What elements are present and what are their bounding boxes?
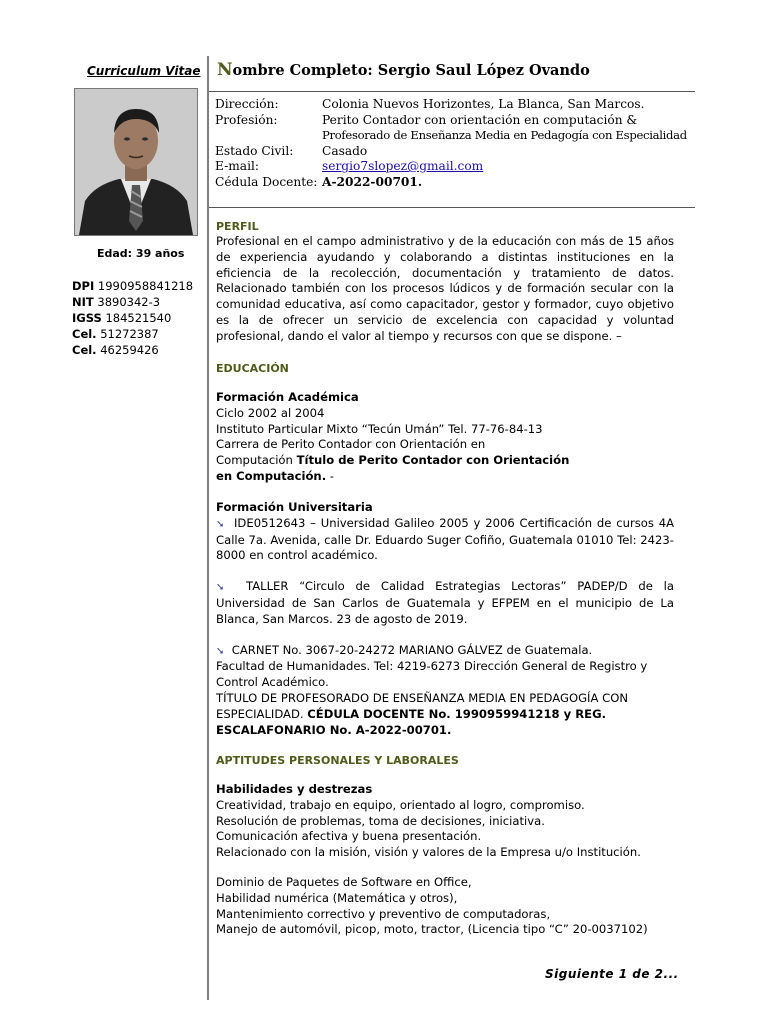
university-item: ➘ IDE0512643 – Universidad Galileo 2005 y 2006 Certificación de cursos 4A Calle 7a. Avenida, calle Dr. Eduardo Suger Cofiño, Guatemala 01010 Tel: 2423-8000 en control académico. <box>216 515 675 563</box>
academic-line: Carrera de Perito Contador con Orientación en <box>216 437 486 452</box>
academic-line: en Computación. - <box>216 468 334 483</box>
profile-heading: PERFIL <box>216 220 259 233</box>
academic-title: Formación Académica <box>216 390 359 404</box>
header-rule-bottom <box>209 207 695 208</box>
cedula-label: Cédula Docente: <box>215 174 318 189</box>
skill-line: Resolución de problemas, toma de decisiones, iniciativa. <box>216 813 545 828</box>
id-igss: IGSS 184521540 <box>72 311 172 325</box>
university-line: Facultad de Humanidades. Tel: 4219-6273 Dirección General de Registro y Control Académico. <box>216 659 648 690</box>
academic-line: Ciclo 2002 al 2004 <box>216 405 325 420</box>
address-label: Dirección: <box>215 97 279 111</box>
skills-heading: APTITUDES PERSONALES Y LABORALES <box>216 754 459 767</box>
id-cel-1: Cel. 51272387 <box>72 327 159 341</box>
cv-title: Curriculum Vitae <box>87 64 201 78</box>
academic-block <box>216 390 674 485</box>
civil-status-label: Estado Civil: <box>215 143 294 158</box>
skill-line: Dominio de Paquetes de Software en Office, <box>216 874 472 889</box>
profession-label: Profesión: <box>215 112 278 127</box>
email-label: E-mail: <box>215 159 259 173</box>
university-block <box>216 500 674 738</box>
address-value: Colonia Nuevos Horizontes, La Blanca, San Marcos. <box>322 97 645 111</box>
academic-line: Instituto Particular Mixto “Tecún Umán” Tel. 77-76-84-13 <box>216 421 543 436</box>
civil-status-value: Casado <box>322 143 368 158</box>
page-footer: Siguiente 1 de 2... <box>545 967 679 981</box>
full-name: Nombre Completo: Sergio Saul López Ovando <box>217 60 590 80</box>
profession-line-1: Perito Contador con orientación en computación & <box>322 112 638 127</box>
skill-line: Relacionado con la misión, visión y valores de la Empresa u/o Institución. <box>216 845 641 860</box>
header-rule-top <box>209 91 695 92</box>
university-line: TÍTULO DE PROFESORADO DE ENSEÑANZA MEDIA EN PEDAGOGÍA CON ESPECIALIDAD. CÉDULA DOCENTE No. 1990959941218 y REG. ESCALAFONARIO No. A-2022-00701. <box>216 690 628 737</box>
academic-line: Computación Título de Perito Contador con Orientación <box>216 453 570 468</box>
university-item: ➘ TALLER “Circulo de Calidad Estrategias Lectoras” PADEP/D de la Universidad de San Carlos de Guatemala y EFPEM en el municipio de La Blanca, San Marcos. 23 de agosto de 2019. <box>216 579 674 626</box>
skill-line: Comunicación afectiva y buena presentación. <box>216 829 482 844</box>
university-item: ➘ CARNET No. 3067-20-24272 MARIANO GÁLVEZ de Guatemala. <box>216 642 593 657</box>
skill-line: Mantenimiento correctivo y preventivo de computadoras, <box>216 906 551 921</box>
university-title: Formación Universitaria <box>216 500 373 514</box>
person-photo-icon <box>75 89 197 235</box>
cedula-value: A-2022-00701. <box>322 174 423 189</box>
arrow-bullet-icon: ➘ <box>216 582 225 594</box>
profile-text: Profesional en el campo administrativo y de la educación con más de 15 años de experiencia ayudando y colaborando a distintas instituciones en la eficiencia de la recolección, documentación y tratamiento de datos. Relacionado también con los procesos lúdicos y de formación secular con la comunidad educativa, así como capacitador, gestor y formador, cuyo objetivo es la de ofrecer un servicio de excelencia con capacidad y voluntad profesional, dando el valor al tiempo y recursos con que se dispone. – <box>216 234 674 343</box>
age-label: Edad: 39 años <box>97 247 185 260</box>
skills-block <box>216 782 674 938</box>
id-list <box>72 278 193 358</box>
skill-line: Creatividad, trabajo en equipo, orientado al logro, compromiso. <box>216 797 585 812</box>
id-nit: NIT 3890342-3 <box>72 295 161 309</box>
profession-line-2: Profesorado de Enseñanza Media en Pedagogía con Especialidad <box>322 128 687 142</box>
id-dpi: DPI 1990958841218 <box>72 279 194 293</box>
profile-photo <box>74 88 198 236</box>
skill-line: Habilidad numérica (Matemática y otros), <box>216 890 458 905</box>
education-heading: EDUCACIÓN <box>216 362 289 375</box>
arrow-bullet-icon: ➘ <box>216 518 225 530</box>
column-divider <box>207 56 209 1000</box>
skill-line: Manejo de automóvil, picop, moto, tractor, (Licencia tipo “C” 20-0037102) <box>216 922 648 937</box>
arrow-bullet-icon: ➘ <box>216 645 225 657</box>
id-cel-2: Cel. 46259426 <box>72 343 159 357</box>
skills-subtitle: Habilidades y destrezas <box>216 782 373 796</box>
email-link[interactable]: sergio7slopez@gmail.com <box>322 159 484 173</box>
